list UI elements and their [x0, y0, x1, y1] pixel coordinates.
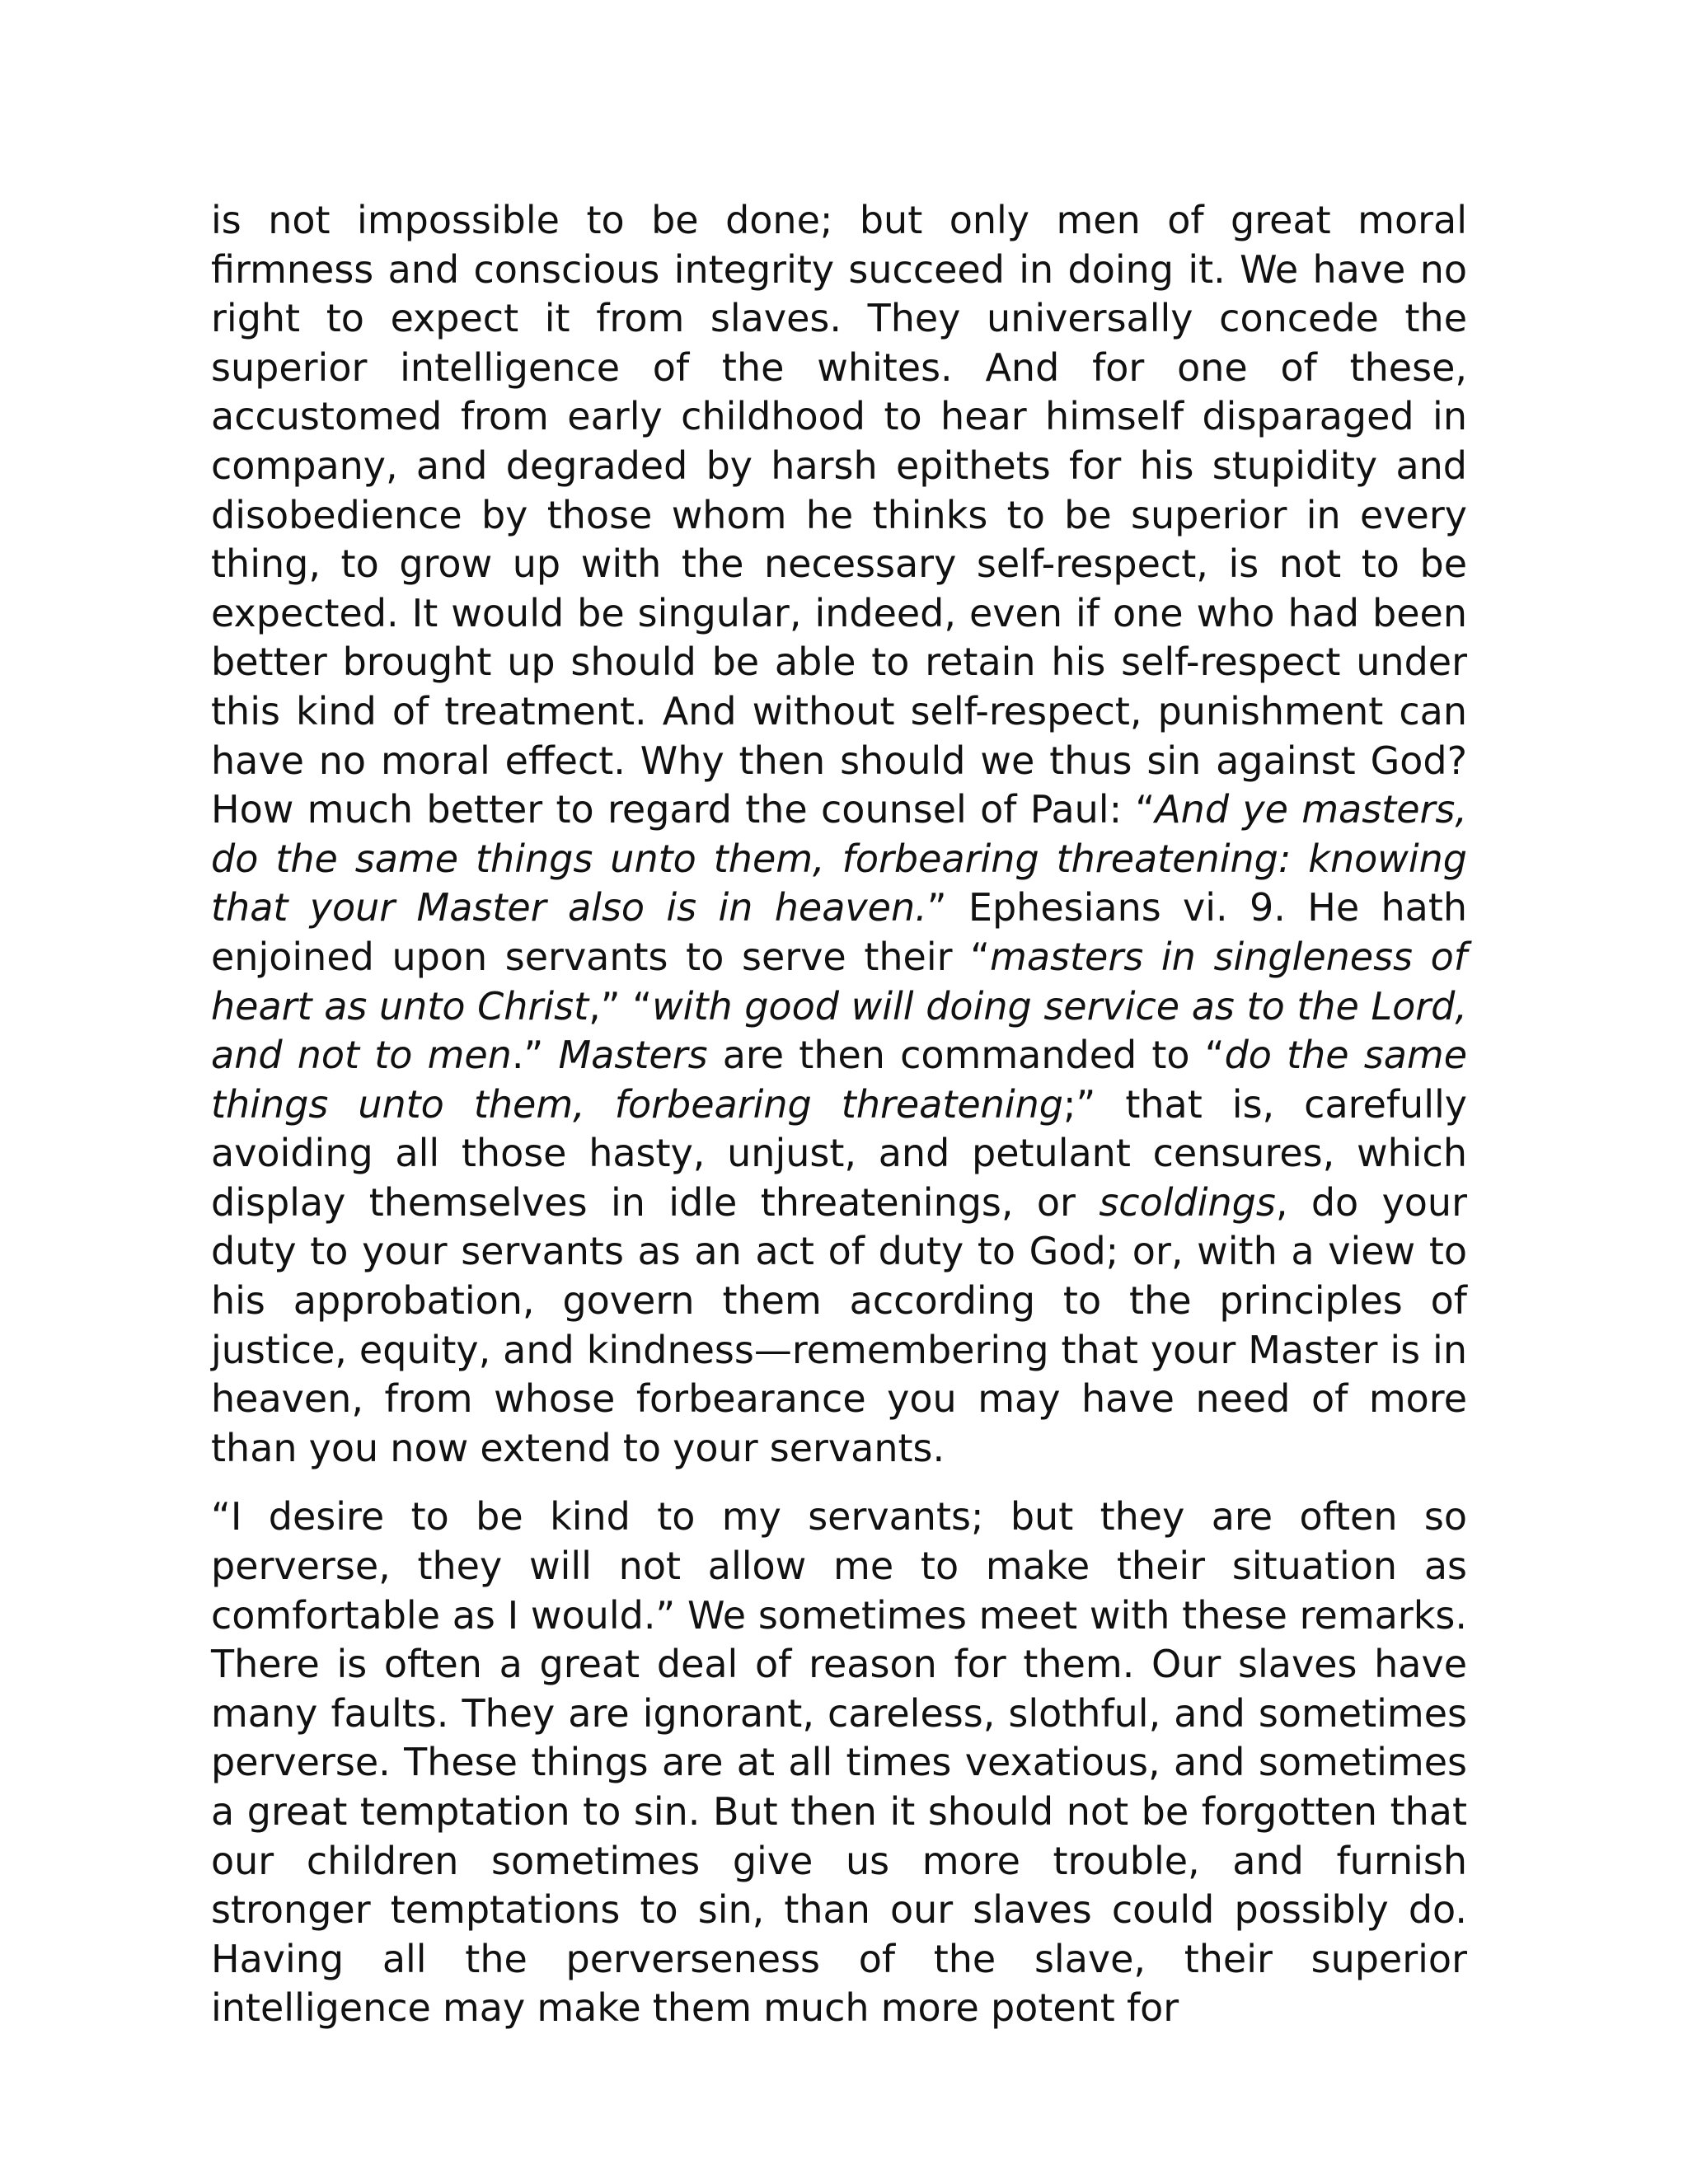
book-page: [211, 196, 1467, 2033]
text-segment: “I desire to be kind to my servants; but they are often so perverse, they will not allow me to make their situation as comfortable as I would.” We sometimes meet with these remarks. There is often a great deal of reason for them. Our slaves have many faults. They are ignorant, careless, slothful, and sometimes perverse. These things are at all times vexatious, and sometimes a great temptation to sin. But then it should not be forgotten that our children sometimes give us more trouble, and furnish stronger temptations to sin, than our slaves could possibly do. Having all the perverseness of the slave, their superior intelligence may make them much more potent for: [211, 1494, 1467, 2031]
italic-word-segment: Masters: [558, 1033, 708, 1078]
paragraph-2: [211, 1493, 1467, 2033]
text-segment: ” Ephesians vi. 9. He hath enjoined upon servants to serve their “: [211, 885, 1468, 979]
paragraph-1: [211, 196, 1467, 1473]
italic-quote-segment: And ye masters, do the same things unto them, forbearing threatening: knowing that your Master also is in heaven.: [211, 787, 1467, 930]
italic-quote-segment: do the same things unto them, forbearing threatening: [211, 1033, 1468, 1127]
text-segment: ,” “: [588, 983, 653, 1029]
italic-word-segment: scoldings: [1099, 1179, 1276, 1225]
text-segment: , do your duty to your servants as an act of duty to God; or, with a view to his approbation, govern them according to the principles of justice, equity, and kindness—remembering that your Master is in heaven, from whose forbearance you may have need of more than you now extend to your servants.: [211, 1179, 1467, 1470]
text-segment: are then commanded to “: [707, 1033, 1225, 1078]
text-segment: ;” that is, carefully avoiding all those hasty, unjust, and petulant censures, which display themselves in idle threatenings, or: [211, 1081, 1467, 1225]
text-segment: .”: [511, 1033, 559, 1078]
italic-quote-segment: masters in singleness of heart as unto Christ: [211, 934, 1468, 1029]
text-segment: is not impossible to be done; but only men of great moral firmness and conscious integrity succeed in doing it. We have no right to expect it from slaves. They universally concede the superior intelligence of the whites. And for one of these, accustomed from early childhood to hear himself disparaged in company, and degraded by harsh epithets for his stupidity and disobedience by those whom he thinks to be superior in every thing, to grow up with the necessary self-respect, is not to be expected. It would be singular, indeed, even if one who had been better brought up should be able to retain his self-respect under this kind of treatment. And without self-respect, punishment can have no moral effect. Why then should we thus sin against God? How much better to regard the counsel of Paul: “: [211, 198, 1467, 832]
italic-quote-segment: with good will doing service as to the Lord, and not to men: [211, 983, 1467, 1078]
